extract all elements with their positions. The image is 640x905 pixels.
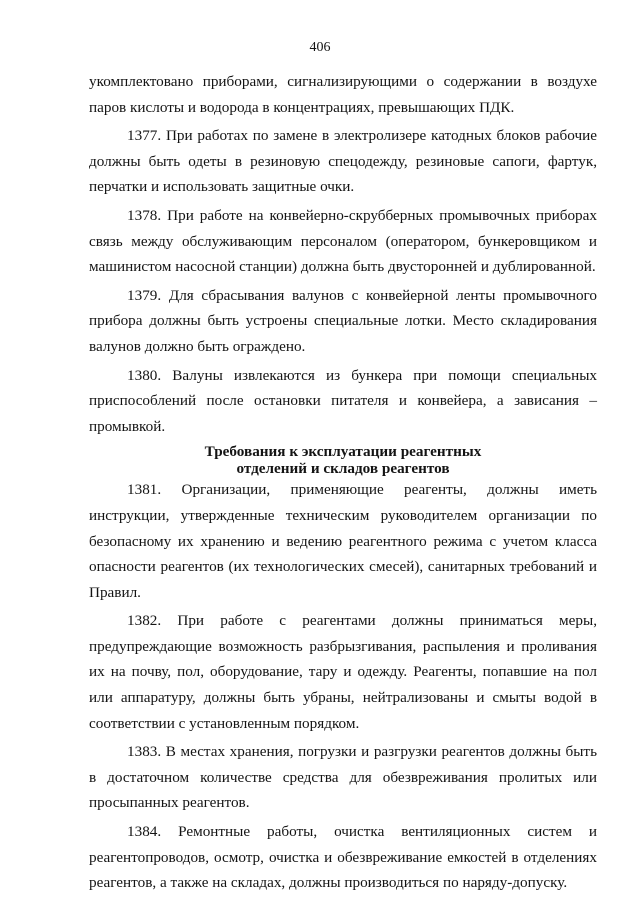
paragraph-continuation: укомплектовано приборами, сигнализирующими о содержании в воздухе паров кислоты и водорода в концентрациях, превышающих ПДК. <box>89 73 597 116</box>
paragraph-1379: 1379. Для сбрасывания валунов с конвейерной ленты промывочного прибора должны быть устроены специальные лотки. Место складирования валунов должно быть ограждено. <box>89 286 597 355</box>
section-heading-line-2: отделений и складов реагентов <box>236 460 450 478</box>
document-body <box>89 69 597 899</box>
page-number: 406 <box>309 40 331 55</box>
section-heading <box>89 443 597 477</box>
paragraph-1377: 1377. При работах по замене в электролизере катодных блоков рабочие должны быть одеты в резиновую спецодежду, резиновые сапоги, фартук, перчатки и использовать защитные очки. <box>89 127 597 196</box>
paragraph-1381: 1381. Организации, применяющие реагенты, должны иметь инструкции, утвержденные техническим руководителем организации по безопасному их хранению и ведению реагентного режима с учетом класса опасности реагентов (их технологических смесей), санитарных требований и Правил. <box>89 481 597 601</box>
section-heading-line-1: Требования к эксплуатации реагентных <box>204 443 482 461</box>
paragraph-1384: 1384. Ремонтные работы, очистка вентиляционных систем и реагентопроводов, осмотр, очистка и обезвреживание емкостей в отделениях реагентов, а также на складах, должны производиться по наряду-допуску. <box>89 823 597 892</box>
paragraph-1382: 1382. При работе с реагентами должны приниматься меры, предупреждающие возможность разбрызгивания, распыления и проливания их на почву, пол, оборудование, тару и одежду. Реагенты, попавшие на пол или аппаратуру, должны быть убраны, нейтрализованы и смыты водой в соответствии с установленным порядком. <box>89 612 597 732</box>
paragraph-1380: 1380. Валуны извлекаются из бункера при помощи специальных приспособлений после остановки питателя и конвейера, а зависания – промывкой. <box>89 366 597 435</box>
paragraph-1383: 1383. В местах хранения, погрузки и разгрузки реагентов должны быть в достаточном количестве средства для обезвреживания пролитых или просыпанных реагентов. <box>89 743 597 812</box>
paragraph-1378: 1378. При работе на конвейерно-скрубберных промывочных приборах связь между обслуживающим персоналом (оператором, бункеровщиком и машинистом насосной станции) должна быть двусторонней и дублированной. <box>89 206 597 276</box>
